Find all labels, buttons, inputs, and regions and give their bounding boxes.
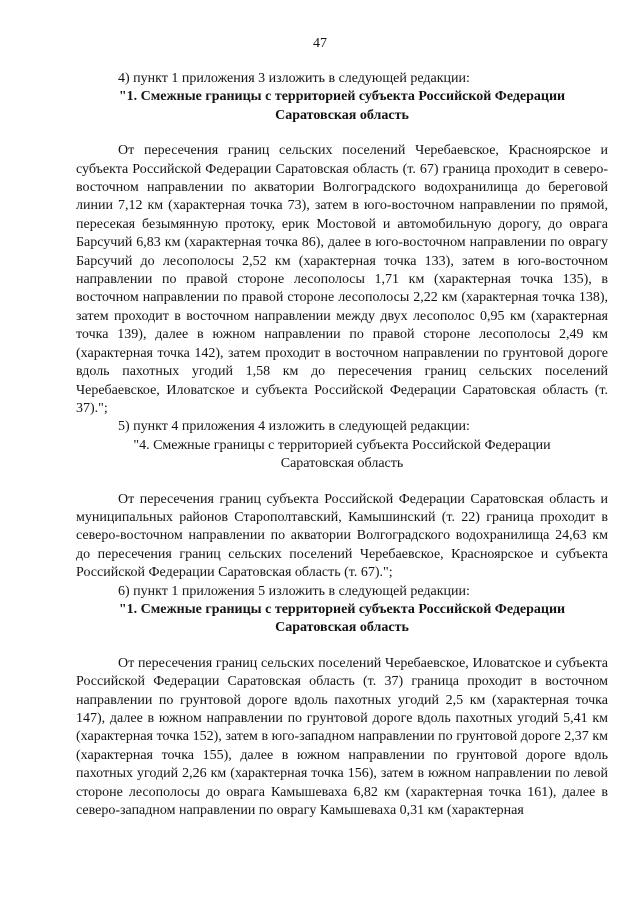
section-6-heading-line-1: "1. Смежные границы с территорией субъекта Российской Федерации <box>118 601 566 617</box>
spacer <box>76 125 608 142</box>
section-5-heading-line-2: Саратовская область <box>280 456 404 472</box>
section-5-body: От пересечения границ субъекта Российской Федерации Саратовская область и муниципальных районов Старополтавский, Камышинский (т. 22) граница проходит в северо-восточном направлении по акватории Волгоградского водохранилища 24,63 км до пересечения границ сельских поселений Черебаевское, Красноярское и субъекта Российской Федерации Саратовская область (т. 67)."; <box>76 491 608 581</box>
page-number: 47 <box>313 36 327 51</box>
section-4-intro: 4) пункт 1 приложения 3 изложить в следующей редакции: <box>118 71 470 86</box>
section-4-heading-line-1: "1. Смежные границы с территорией субъекта Российской Федерации <box>118 89 566 105</box>
document-content <box>76 70 608 820</box>
spacer <box>76 474 608 491</box>
section-6-body: От пересечения границ сельских поселений Черебаевское, Иловатское и субъекта Российской Федерации Саратовская область (т. 37) граница проходит в восточном направлении по грунтовой дороге вдоль пахотных угодий 2,5 км (характерная точка 147), далее в южном направлении по грунтовой дороге вдоль пахотных угодий 5,41 км (характерная точка 152), затем в юго-западном направлении по грунтовой дороге 2,37 км (характерная точка 155), далее в южном направлении по грунтовой дороге вдоль пахотных угодий 2,26 км (характерная точка 156), затем в южном направлении по левой стороне лесополосы до оврага Камышеваха 6,82 км (характерная точка 161), далее в северо-западном направлении по оврагу Камышеваха 0,31 км (характерная <box>76 655 608 819</box>
spacer <box>76 638 608 655</box>
section-6-heading-line-2: Саратовская область <box>275 620 409 636</box>
section-6-intro: 6) пункт 1 приложения 5 изложить в следующей редакции: <box>118 583 470 599</box>
section-5-intro: 5) пункт 4 приложения 4 изложить в следующей редакции: <box>118 419 470 435</box>
section-4-heading-line-2: Саратовская область <box>275 107 409 123</box>
section-5-heading-line-1: "4. Смежные границы с территорией субъекта Российской Федерации <box>133 437 551 453</box>
section-4-body: От пересечения границ сельских поселений Черебаевское, Красноярское и субъекта Российской Федерации Саратовская область (т. 67) граница проходит в северо-восточном направлении по акватории Волгоградского водохранилища до береговой линии 7,12 км (характерная точка 73), затем в юго-восточном направлении по прямой, пересекая безымянную протоку, ерик Мостовой и автомобильную дорогу, до оврага Барсучий 6,83 км (характерная точка 86), далее в юго-восточном направлении по оврагу Барсучий до лесополосы 2,52 км (характерная точка 133), затем в юго-восточном направлении по правой стороне лесополосы 1,71 км (характерная точка 135), в восточном направлении по правой стороне лесополосы 2,22 км (характерная точка 138), затем проходит в восточном направлении между двух лесополос 0,95 км (характерная точка 139), далее в южном направлении по правой стороне лесополосы 2,49 км (характерная точка 142), затем проходит в восточном направлении по грунтовой дороге вдоль пахотных угодий 1,58 км до пересечения границ сельских поселений Черебаевское, Иловатское и субъекта Российской Федерации Саратовская область (т. 37)."; <box>76 143 608 416</box>
